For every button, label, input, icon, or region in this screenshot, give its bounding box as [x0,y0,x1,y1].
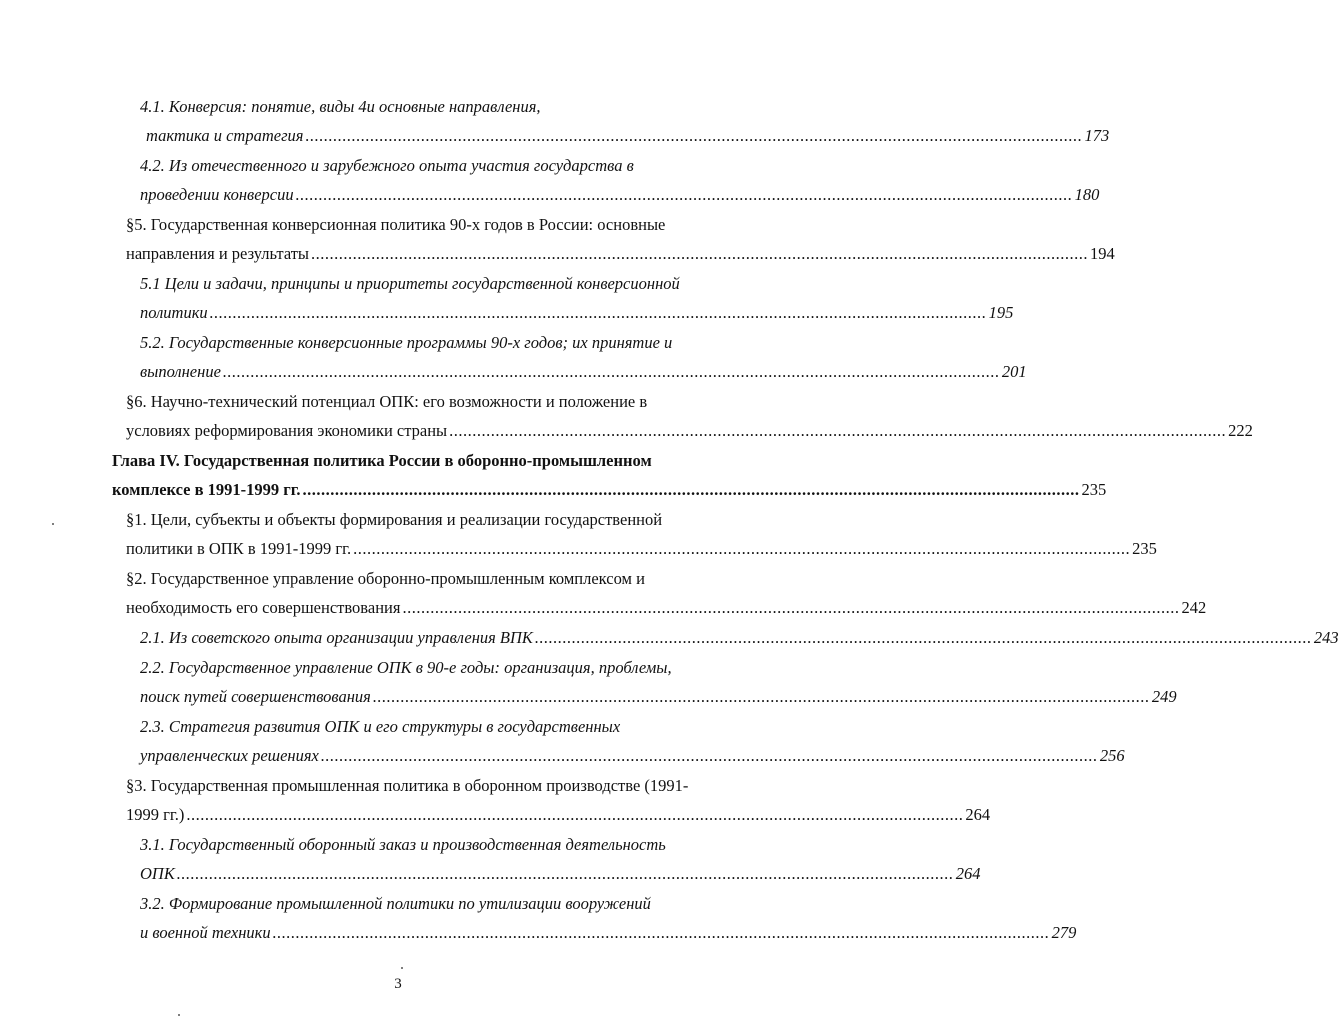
toc-entry-first-line: §3. Государственная промышленная политика в оборонном производстве (1991- [126,776,689,795]
toc-entry-first-line: 2.2. Государственное управление ОПК в 90-е годы: организация, проблемы, [140,658,672,677]
toc-entry-title: необходимость его совершенствования [126,598,401,617]
toc-page-ref: 256 [1099,746,1125,765]
toc-entry [140,299,1014,327]
dot-leader: ........................................................................................................................................................................ [186,805,964,824]
chapter-heading [112,476,1107,504]
chapter-heading-title: комплексе в 1991-1999 гг. [112,480,301,499]
dot-leader: ........................................................................................................................................................................ [295,185,1073,204]
toc-page-ref: 173 [1084,126,1110,145]
dot-leader: ........................................................................................................................................................................ [311,244,1089,263]
dot-leader: ........................................................................................................................................................................ [320,746,1098,765]
toc-entry-first-line: §2. Государственное управление оборонно-промышленным комплексом и [126,569,645,588]
page-number: 3 [394,976,402,992]
scan-speck [52,523,54,525]
toc-entry-first-line: §5. Государственная конверсионная политика 90-х годов в России: основные [126,215,666,234]
toc-entry [140,181,1100,209]
dot-leader: ........................................................................................................................................................................ [372,687,1150,706]
toc-entry [140,683,1177,711]
toc-page-ref: 243 [1313,628,1339,647]
dot-leader: ........................................................................................................................................................................ [449,421,1227,440]
dot-leader: ........................................................................................................................................................................ [302,480,1080,499]
toc-entry [140,860,981,888]
dot-leader: ........................................................................................................................................................................ [176,864,954,883]
toc-entry [140,919,1077,947]
toc-entry-first-line: 2.3. Стратегия развития ОПК и его структуры в государственных [140,717,621,736]
toc-page-ref: 235 [1132,539,1157,558]
toc-entry-first-line: 5.2. Государственные конверсионные программы 90-х годов; их принятие и [140,333,673,352]
toc-entry-title: политики [140,303,208,322]
scan-speck [401,967,403,969]
toc-entry-title: тактика и стратегия [146,126,304,145]
toc-entry-title: выполнение [140,362,221,381]
toc-entry-title: поиск путей совершенствования [140,687,371,706]
toc-entry-title: политики в ОПК в 1991-1999 гг. [126,539,352,558]
toc-entry-first-line: 5.1 Цели и задачи, принципы и приоритеты государственной конверсионной [140,274,680,293]
toc-entry [140,358,1027,386]
chapter-heading-first-line: Глава IV. Государственная политика России в оборонно-промышленном [112,451,652,470]
dot-leader: ........................................................................................................................................................................ [353,539,1131,558]
toc-entry-first-line: §6. Научно-технический потенциал ОПК: его возможности и положение в [126,392,648,411]
toc-entry [140,742,1125,770]
toc-entry-title: ОПК [140,864,175,883]
toc-page-ref: 201 [1001,362,1027,381]
dot-leader: ........................................................................................................................................................................ [305,126,1083,145]
toc-entry [140,624,1339,652]
toc-entry [126,801,991,829]
toc-entry-title: 2.1. Из советского опыта организации управления ВПК [140,628,533,647]
toc-entry [126,417,1253,445]
toc-page-ref: 264 [955,864,981,883]
dot-leader: ........................................................................................................................................................................ [222,362,1000,381]
dot-leader: ........................................................................................................................................................................ [534,628,1312,647]
toc-entry-title: 1999 гг.) [126,805,185,824]
toc-entry-first-line: 4.2. Из отечественного и зарубежного опыта участия государства в [140,156,634,175]
toc-entry-title: управленческих решениях [140,746,319,765]
toc-page-ref: 264 [965,805,991,824]
toc-entry-first-line: 3.2. Формирование промышленной политики по утилизации вооружений [140,894,651,913]
toc-page-ref: 195 [988,303,1014,322]
toc-entry-title: проведении конверсии [140,185,294,204]
toc-entry [126,240,1115,268]
toc-entry-title: условиях реформирования экономики страны [126,421,448,440]
toc-entry [126,594,1207,622]
toc-page-ref: 235 [1081,480,1107,499]
toc-entry-title: направления и результаты [126,244,310,263]
toc-page-ref: 242 [1181,598,1207,617]
toc-entry [146,122,1110,150]
toc-page-ref: 194 [1090,244,1115,263]
dot-leader: ........................................................................................................................................................................ [209,303,987,322]
dot-leader: ........................................................................................................................................................................ [402,598,1180,617]
toc-entry-first-line: §1. Цели, субъекты и объекты формирования и реализации государственной [126,510,663,529]
toc-entry-first-line: 3.1. Государственный оборонный заказ и производственная деятельность [140,835,666,854]
scan-speck [178,1014,180,1016]
toc-page-ref: 249 [1151,687,1177,706]
toc-page-ref: 222 [1228,421,1253,440]
toc-entry-first-line: 4.1. Конверсия: понятие, виды 4и основные направления, [140,97,541,116]
toc-page-ref: 180 [1074,185,1100,204]
toc-page-ref: 279 [1051,923,1077,942]
dot-leader: ........................................................................................................................................................................ [272,923,1050,942]
toc-entry-title: и военной техники [140,923,271,942]
toc-entry [126,535,1157,563]
